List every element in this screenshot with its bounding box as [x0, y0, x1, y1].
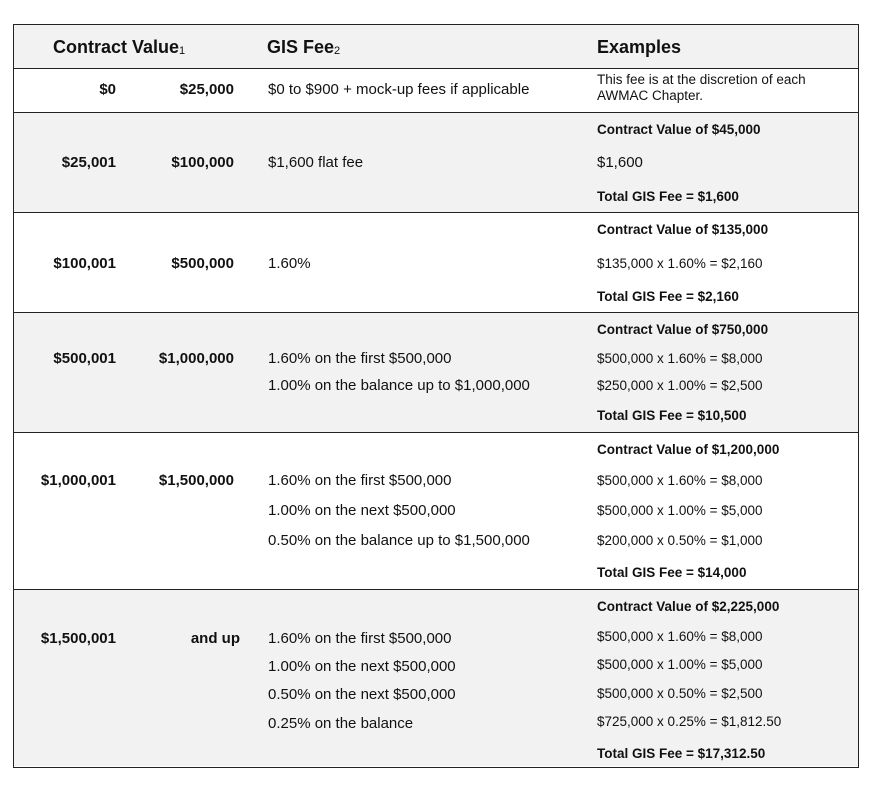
contract-min: $0: [99, 81, 116, 98]
example-line: $500,000 x 1.00% = $5,000: [597, 657, 763, 672]
fee-line: 1.00% on the next $500,000: [268, 658, 456, 675]
example-total: Total GIS Fee = $10,500: [597, 408, 747, 423]
fee-line: $0 to $900 + mock-up fees if applicable: [268, 81, 530, 98]
example-total: Total GIS Fee = $1,600: [597, 189, 739, 204]
table-row: [14, 590, 858, 766]
fee-line: 0.50% on the balance up to $1,500,000: [268, 532, 530, 549]
example-line: $1,600: [597, 154, 643, 171]
example-title: Contract Value of $750,000: [597, 322, 769, 337]
example-title: Contract Value of $2,225,000: [597, 599, 780, 614]
fee-line: 1.60%: [268, 255, 311, 272]
fee-line: 1.60% on the first $500,000: [268, 350, 452, 367]
table-row: [14, 213, 858, 313]
fee-line: 1.00% on the next $500,000: [268, 502, 456, 519]
fee-line: 0.25% on the balance: [268, 715, 414, 732]
contract-max: $25,000: [179, 81, 234, 98]
example-total: Total GIS Fee = $17,312.50: [597, 746, 766, 761]
contract-max: $1,500,000: [158, 472, 234, 489]
table-header: [14, 25, 858, 69]
header-gis-fee-label: GIS Fee: [267, 37, 335, 57]
contract-max: and up: [190, 630, 240, 647]
header-contract-value-label: Contract Value: [53, 37, 180, 57]
example-line: $500,000 x 1.60% = $8,000: [597, 351, 763, 366]
fee-line: 1.60% on the first $500,000: [268, 630, 452, 647]
fee-line: 0.50% on the next $500,000: [268, 686, 456, 703]
table-row: [14, 313, 858, 433]
example-line: $500,000 x 1.60% = $8,000: [597, 473, 763, 488]
contract-min: $500,001: [53, 350, 116, 367]
contract-min: $100,001: [53, 255, 116, 272]
example-line: $500,000 x 0.50% = $2,500: [597, 686, 763, 701]
header-contract-value: [53, 37, 185, 58]
fee-line: $1,600 flat fee: [268, 154, 364, 171]
example-title: Contract Value of $45,000: [597, 122, 761, 137]
footnote-1: 1: [179, 45, 186, 57]
contract-min: $1,500,001: [40, 630, 116, 647]
example-note: This fee is at the discretion of each AWMAC Chapter.: [597, 72, 806, 103]
contract-max: $500,000: [171, 255, 234, 272]
table-row: [14, 433, 858, 590]
contract-max: $100,000: [171, 154, 234, 171]
example-line: $725,000 x 0.25% = $1,812.50: [597, 714, 782, 729]
example-line: $250,000 x 1.00% = $2,500: [597, 378, 763, 393]
example-line: $500,000 x 1.00% = $5,000: [597, 503, 763, 518]
header-examples: Examples: [597, 37, 682, 57]
example-total: Total GIS Fee = $2,160: [597, 289, 739, 304]
example-line: $135,000 x 1.60% = $2,160: [597, 256, 763, 271]
footnote-2: 2: [334, 45, 341, 57]
fee-line: 1.60% on the first $500,000: [268, 472, 452, 489]
example-total: Total GIS Fee = $14,000: [597, 565, 747, 580]
example-title: Contract Value of $1,200,000: [597, 442, 780, 457]
example-title: Contract Value of $135,000: [597, 222, 769, 237]
contract-max: $1,000,000: [158, 350, 234, 367]
example-line: $500,000 x 1.60% = $8,000: [597, 629, 763, 644]
contract-min: $25,001: [61, 154, 116, 171]
fee-line: 1.00% on the balance up to $1,000,000: [268, 377, 530, 394]
contract-min: $1,000,001: [40, 472, 116, 489]
table-row: [14, 69, 858, 113]
header-gis-fee: [267, 37, 340, 58]
table-row: [14, 113, 858, 213]
example-line: $200,000 x 0.50% = $1,000: [597, 533, 763, 548]
gis-fee-table: [13, 24, 859, 768]
